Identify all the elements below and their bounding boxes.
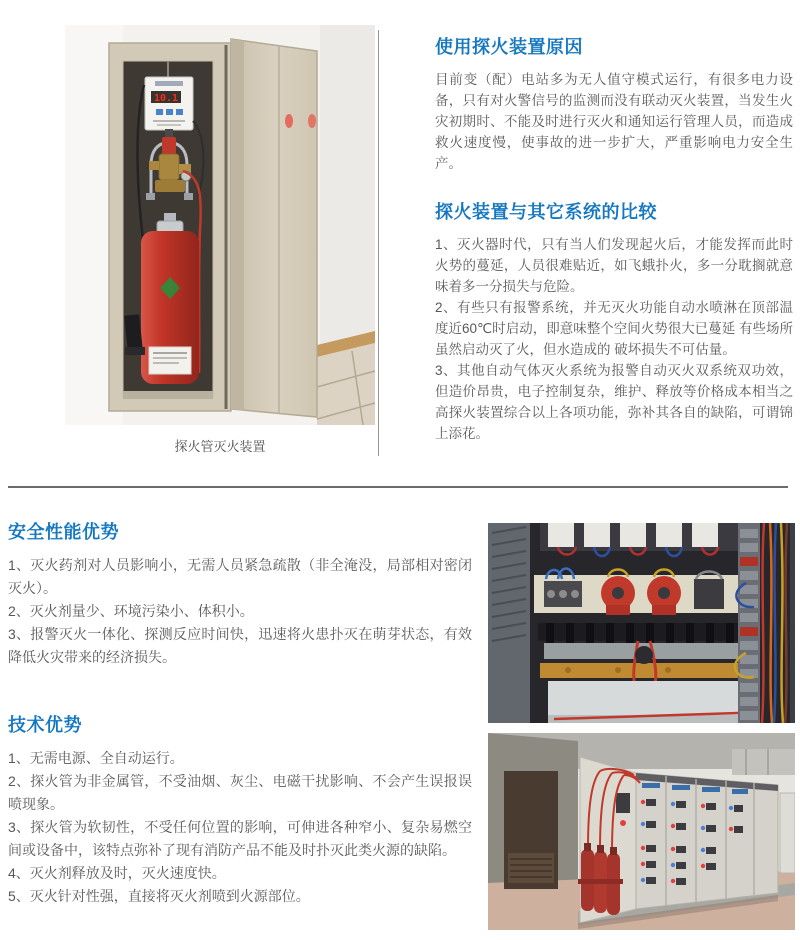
electrical-interior-illustration — [488, 523, 795, 723]
safety-item: 1、灭火药剂对人员影响小，无需人员紧急疏散（非全淹没，局部相对密闭灭火）。 — [8, 557, 472, 596]
safety-item: 2、灭火剂量少、环境污染小、体积小。 — [8, 603, 254, 619]
vertical-divider — [378, 30, 379, 456]
control-panel — [145, 77, 193, 130]
photo-detection-tube-device — [65, 25, 375, 425]
section-heading-reason: 使用探火装置原因 — [435, 37, 583, 57]
technical-item: 3、探火管为软韧性，不受任何位置的影响，可伸进各种窄小、复杂易燃空间或设备中，该特点弥补了现有消防产品不能及时扑灭此类火源的缺陷。 — [8, 819, 472, 858]
air-duct — [732, 749, 795, 775]
section-heading-comparison: 探火装置与其它系统的比较 — [435, 202, 657, 222]
cabinet-photo-illustration — [65, 25, 375, 425]
technical-item: 2、探火管为非金属管，不受油烟、灰尘、电磁干扰影响、不会产生误报误喷现象。 — [8, 773, 472, 812]
comparison-item: 2、有些只有报警系统，并无灭火功能自动水喷淋在顶部温度近60℃时启动，即意味整个空间火势很大已蔓延 有些场所虽然启动灭了火，但水造成的 破坏损失不可估量。 — [435, 300, 793, 357]
technical-item: 4、灭火剂释放及时，灭火速度快。 — [8, 865, 226, 881]
top-right-column — [435, 33, 793, 444]
comparison-item: 3、其他自动气体灭火系统为报警自动灭火双系统双功效，但造价昂贵，电子控制复杂，维护、释放等价格成本相当之高探火装置综合以上各项功能，弥补其各自的缺陷，可谓锦上添花。 — [435, 363, 793, 441]
comparison-item: 1、灭火器时代，只有当人们发现起火后，才能发挥而此时火势的蔓延，人员很难贴近，如飞蛾扑火，多一分耽搁就意味着多一分损失与危险。 — [435, 237, 793, 294]
led-reflection — [308, 114, 316, 128]
cylinder-label — [149, 347, 191, 374]
extinguisher-cylinder — [141, 213, 199, 384]
photo-caption: 探火管灭火装置 — [174, 439, 266, 454]
photo-electrical-cabinet-interior — [488, 523, 795, 723]
technical-item: 1、无需电源、全自动运行。 — [8, 750, 184, 766]
cabinet-front — [636, 773, 778, 909]
led-reflection — [285, 114, 293, 128]
reason-body: 目前变（配）电站多为无人值守模式运行，有很多电力设备，只有对火警信号的监测而没有联动灭火装置，当发生火灾初期时、不能及时进行灭火和通知运行管理人员，而造成救火速度慢，使事故的进一步扩大，严重影响电力安全生产。 — [435, 72, 793, 171]
safety-item: 3、报警灭火一体化、探测反应时间快，迅速将火患扑灭在萌芽状态，有效降低火灾带来的经济损失。 — [8, 626, 472, 665]
photo-switchgear-room — [488, 733, 795, 930]
panel-led-display: 10.1 — [153, 93, 179, 104]
bottom-left-column — [8, 518, 472, 908]
switchgear-room-illustration — [488, 733, 795, 930]
technical-item: 5、灭火针对性强，直接将灭火剂喷到火源部位。 — [8, 888, 310, 904]
section-heading-safety: 安全性能优势 — [8, 522, 119, 542]
horizontal-divider — [8, 486, 788, 488]
section-heading-technical: 技术优势 — [8, 715, 82, 735]
terminal-strip — [738, 523, 760, 723]
